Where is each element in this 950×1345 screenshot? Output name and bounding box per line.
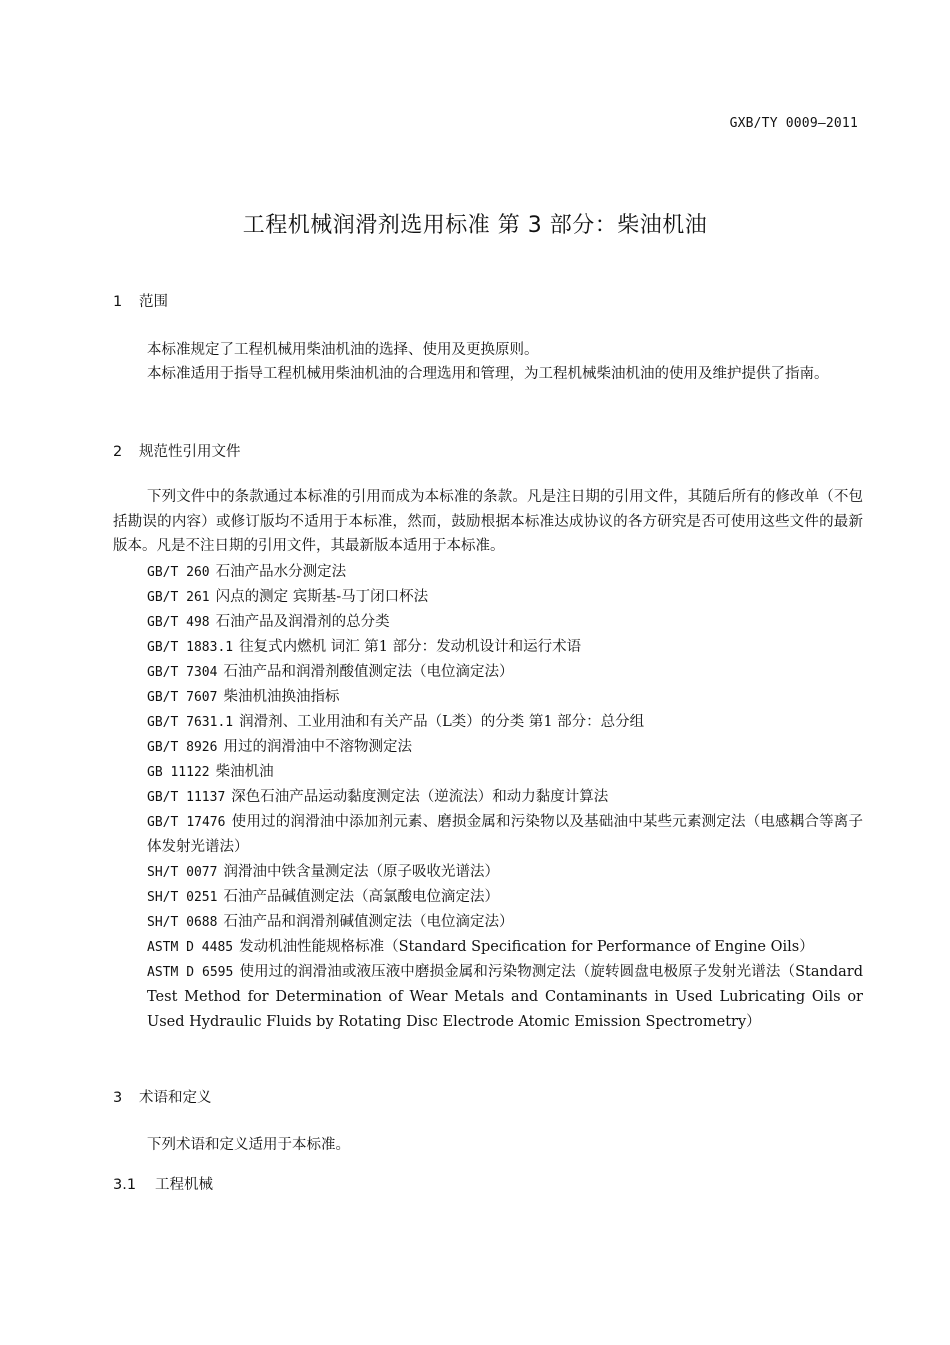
list-item <box>147 910 863 935</box>
section-title: 规范性引用文件 <box>139 444 241 460</box>
standard-code: GXB/TY 0009—2011 <box>729 116 858 131</box>
section-3-heading <box>113 1086 212 1107</box>
section-number: 2 <box>113 444 123 460</box>
reference-title: 石油产品及润滑剂的总分类 <box>215 614 390 630</box>
reference-code: GB 11122 <box>147 765 210 780</box>
list-item <box>147 610 863 635</box>
document-title: 工程机械润滑剂选用标准 第 3 部分：柴油机油 <box>242 213 708 238</box>
list-item <box>147 735 863 760</box>
reference-title: 润滑油中铁含量测定法（原子吸收光谱法） <box>223 864 499 880</box>
reference-title: 深色石油产品运动黏度测定法（逆流法）和动力黏度计算法 <box>231 789 609 805</box>
reference-title: 往复式内燃机 词汇 第1 部分：发动机设计和运行术语 <box>239 639 582 655</box>
reference-code: GB/T 261 <box>147 590 210 605</box>
reference-code: GB/T 17476 <box>147 815 226 830</box>
list-item <box>147 935 863 960</box>
reference-list <box>147 560 863 1035</box>
list-item <box>147 860 863 885</box>
list-item <box>147 810 863 860</box>
reference-code: GB/T 498 <box>147 615 210 630</box>
reference-title: 石油产品水分测定法 <box>215 564 347 580</box>
list-item <box>147 960 863 1035</box>
subsection-number: 3.1 <box>113 1177 137 1193</box>
reference-code: SH/T 0688 <box>147 915 218 930</box>
reference-code: SH/T 0077 <box>147 865 218 880</box>
reference-title: 使用过的润滑油或液压液中磨损金属和污染物测定法（旋转圆盘电极原子发射光谱法（Standard Test Method for Determination of Wear Metals and Contaminants in Used Lubricating Oils or Used Hydraulic Fluids by Rotating Disc Electrode Atomic Emission Spectrometry） <box>147 964 863 1030</box>
section-1-paragraph-1: 本标准规定了工程机械用柴油机油的选择、使用及更换原则。 <box>147 342 539 358</box>
section-2-intro: 下列文件中的条款通过本标准的引用而成为本标准的条款。凡是注日期的引用文件，其随后所有的修改单（不包括勘误的内容）或修订版均不适用于本标准，然而，鼓励根据本标准达成协议的各方研究是否可使用这些文件的最新版本。凡是不注日期的引用文件，其最新版本适用于本标准。 <box>113 489 863 554</box>
section-1-paragraph-2: 本标准适用于指导工程机械用柴油机油的合理选用和管理，为工程机械柴油机油的使用及维护提供了指南。 <box>147 366 829 382</box>
subsection-title: 工程机械 <box>155 1177 213 1193</box>
reference-title: 发动机油性能规格标准（Standard Specification for Performance of Engine Oils） <box>239 939 814 955</box>
reference-code: SH/T 0251 <box>147 890 218 905</box>
list-item <box>147 660 863 685</box>
section-number: 1 <box>113 294 123 310</box>
reference-code: ASTM D 6595 <box>147 965 234 980</box>
reference-title: 柴油机油 <box>215 764 274 780</box>
list-item <box>147 585 863 610</box>
reference-code: GB/T 7304 <box>147 665 218 680</box>
section-1-heading <box>113 290 168 311</box>
section-title: 术语和定义 <box>139 1090 212 1106</box>
list-item <box>147 685 863 710</box>
section-3-intro: 下列术语和定义适用于本标准。 <box>147 1137 350 1153</box>
list-item <box>147 635 863 660</box>
reference-code: GB/T 11137 <box>147 790 226 805</box>
section-number: 3 <box>113 1090 123 1106</box>
reference-title: 使用过的润滑油中添加剂元素、磨损金属和污染物以及基础油中某些元素测定法（电感耦合等离子体发射光谱法） <box>147 814 863 855</box>
reference-title: 柴油机油换油指标 <box>223 689 340 705</box>
list-item <box>147 885 863 910</box>
reference-code: ASTM D 4485 <box>147 940 234 955</box>
reference-code: GB/T 7607 <box>147 690 218 705</box>
section-title: 范围 <box>139 294 168 310</box>
reference-title: 石油产品碱值测定法（高氯酸电位滴定法） <box>223 889 499 905</box>
reference-code: GB/T 8926 <box>147 740 218 755</box>
reference-title: 用过的润滑油中不溶物测定法 <box>223 739 412 755</box>
reference-code: GB/T 1883.1 <box>147 640 234 655</box>
reference-title: 石油产品和润滑剂酸值测定法（电位滴定法） <box>223 664 514 680</box>
reference-title: 润滑剂、工业用油和有关产品（L类）的分类 第1 部分：总分组 <box>239 714 645 730</box>
subsection-3-1-heading <box>113 1173 213 1194</box>
reference-code: GB/T 260 <box>147 565 210 580</box>
reference-title: 闪点的测定 宾斯基-马丁闭口杯法 <box>215 589 429 605</box>
list-item <box>147 785 863 810</box>
reference-code: GB/T 7631.1 <box>147 715 234 730</box>
list-item <box>147 760 863 785</box>
list-item <box>147 560 863 585</box>
reference-title: 石油产品和润滑剂碱值测定法（电位滴定法） <box>223 914 514 930</box>
section-2-heading <box>113 440 241 461</box>
list-item <box>147 710 863 735</box>
